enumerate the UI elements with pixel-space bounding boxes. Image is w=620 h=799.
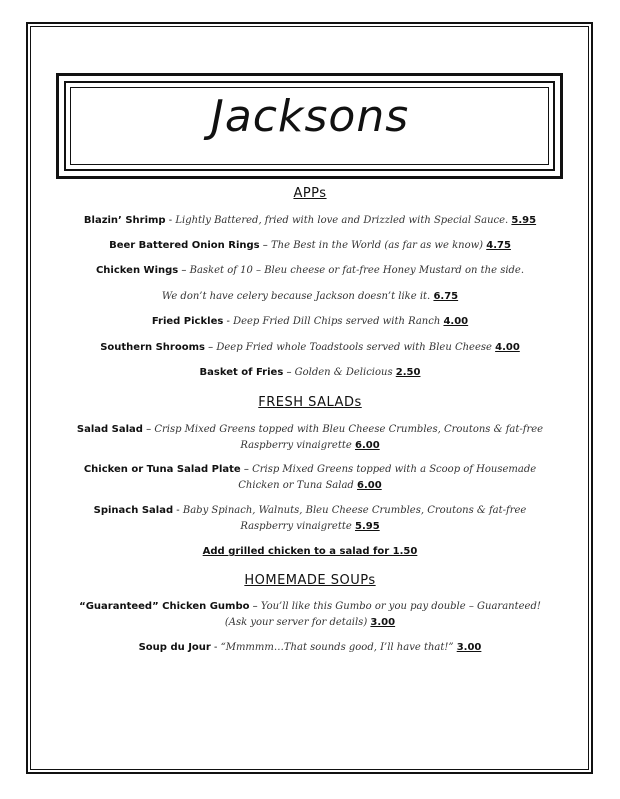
item-separator: – — [142, 424, 155, 435]
item-description-cont: Raspberry vinaigrette — [240, 521, 352, 532]
item-name: Salad Salad — [76, 424, 143, 435]
item-description: “Mmmmm…That sounds good, I’ll have that!” — [220, 642, 454, 653]
menu-item — [60, 265, 560, 276]
item-price: 5.95 — [511, 215, 537, 226]
item-price: 4.75 — [486, 240, 511, 251]
item-separator: - — [173, 505, 183, 516]
menu-item — [60, 505, 560, 516]
item-name: “Guaranteed” Chicken Gumbo — [79, 601, 250, 612]
item-separator: – — [259, 240, 271, 251]
item-name: Beer Battered Onion Rings — [109, 240, 260, 251]
section-heading-salads: FRESH SALADs — [258, 395, 362, 410]
menu-item — [60, 240, 560, 251]
item-description: Golden & Delicious — [294, 367, 393, 378]
item-description: Basket of 10 – Bleu cheese or fat-free Honey Mustard on the side. — [189, 265, 525, 276]
item-separator: - — [210, 642, 221, 653]
item-price: 6.75 — [433, 291, 459, 302]
item-name: Chicken Wings — [95, 265, 179, 276]
item-price: 5.95 — [354, 521, 380, 532]
item-separator: – — [283, 367, 295, 378]
item-price: 6.00 — [357, 480, 382, 491]
item-name: Spinach Salad — [93, 505, 174, 516]
menu-item — [60, 367, 560, 378]
item-name: Southern Shrooms — [100, 342, 205, 353]
item-description-cont: Raspberry vinaigrette — [240, 440, 352, 451]
section-heading-apps: APPs — [293, 186, 327, 201]
salad-addon-note: Add grilled chicken to a salad for 1.50 — [202, 546, 418, 557]
item-separator: – — [178, 265, 190, 276]
menu-item — [60, 342, 560, 353]
item-price: 3.00 — [370, 617, 396, 628]
menu-item-continued — [60, 617, 560, 628]
item-separator: - — [223, 316, 234, 327]
item-description-cont: (Ask your server for details) — [224, 617, 368, 628]
menu-item-continued — [60, 480, 560, 491]
item-description: Deep Fried whole Toadstools served with Bleu Cheese — [216, 342, 492, 353]
item-description: Crisp Mixed Greens topped with Bleu Cheese Crumbles, Croutons & fat-free — [154, 424, 544, 435]
item-description: You’ll like this Gumbo or you pay double – Guaranteed! — [260, 601, 541, 612]
menu-item — [60, 464, 560, 475]
item-price: 4.00 — [495, 342, 520, 353]
item-description: Baby Spinach, Walnuts, Bleu Cheese Crumbles, Croutons & fat-free — [182, 505, 527, 516]
restaurant-title: Jacksons — [210, 91, 410, 142]
item-description: The Best in the World (as far as we know) — [270, 240, 484, 251]
item-name: Soup du Jour — [138, 642, 211, 653]
item-separator: – — [204, 342, 217, 353]
item-price: 4.00 — [443, 316, 469, 327]
item-separator: – — [240, 464, 253, 475]
item-name: Fried Pickles — [151, 316, 224, 327]
menu-item-continued — [60, 521, 560, 532]
menu-item — [60, 316, 560, 327]
menu-item — [60, 642, 560, 653]
item-name: Basket of Fries — [199, 367, 284, 378]
menu-item — [60, 424, 560, 435]
item-description: We don’t have celery because Jackson doesn’t like it. — [161, 291, 431, 302]
menu-item — [60, 215, 560, 226]
item-name: Chicken or Tuna Salad Plate — [83, 464, 241, 475]
menu-item-continued — [60, 440, 560, 451]
item-description: Lightly Battered, fried with love and Drizzled with Special Sauce. — [175, 215, 509, 226]
item-price: 2.50 — [395, 367, 421, 378]
menu-item-continued — [60, 291, 560, 302]
item-separator: - — [165, 215, 176, 226]
item-description: Crisp Mixed Greens topped with a Scoop of Housemade — [252, 464, 537, 475]
section-heading-soups: HOMEMADE SOUPs — [244, 573, 376, 588]
item-price: 6.00 — [354, 440, 380, 451]
item-name: Blazin’ Shrimp — [83, 215, 166, 226]
menu-item — [60, 601, 560, 612]
item-separator: – — [249, 601, 261, 612]
item-price: 3.00 — [456, 642, 482, 653]
item-description: Deep Fried Dill Chips served with Ranch — [233, 316, 441, 327]
item-description-cont: Chicken or Tuna Salad — [238, 480, 354, 491]
